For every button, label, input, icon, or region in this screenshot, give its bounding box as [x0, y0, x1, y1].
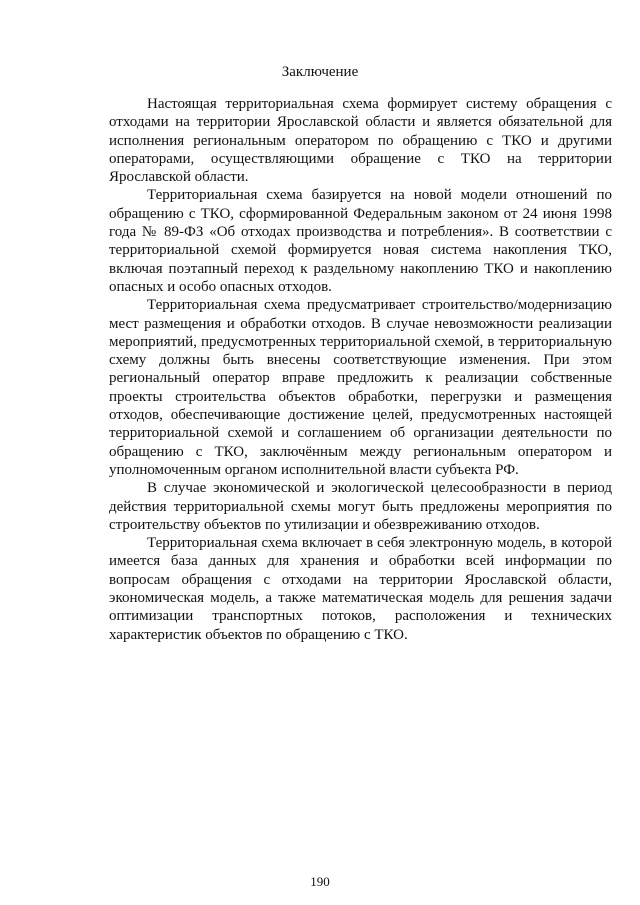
- paragraph-5: Территориальная схема включает в себя электронную модель, в которой имеется база данных для хранения и обработки всей информации по вопросам обращения с отходами на территории Ярославской области, экономическая модель, а также математическая модель для решения задачи оптимизации транспортных потоков, расположения и технических характеристик объектов по обращению с ТКО.: [109, 535, 612, 643]
- paragraph-3: Территориальная схема предусматривает строительство/модернизацию мест размещения и обработки отходов. В случае невозможности реализации мероприятий, предусмотренных территориальной схемой, в территориальную схему должны быть внесены соответствующие изменения. При этом региональный оператор вправе предложить к реализации собственные проекты строительства объектов обработки, перегрузки и размещения отходов, обеспечивающие достижение целей, предусмотренных настоящей территориальной схемой и соглашением об организации деятельности по обращению с ТКО, заключённым между региональным оператором и уполномоченным органом исполнительной власти субъекта РФ.: [109, 297, 612, 478]
- paragraph-2: Территориальная схема базируется на новой модели отношений по обращению с ТКО, сформированной Федеральным законом от 24 июня 1998 года № 89-ФЗ «Об отходах производства и потребления». В соответствии с территориальной схемой формируется новая система накопления ТКО, включая поэтапный переход к раздельному накоплению ТКО и накоплению опасных и особо опасных отходов.: [109, 187, 612, 295]
- paragraph-4: В случае экономической и экологической целесообразности в период действия территориальной схемы могут быть предложены мероприятия по строительству объектов по утилизации и обезвреживанию отходов.: [109, 480, 612, 533]
- section-title: Заключение: [281, 64, 359, 80]
- page-number: 190: [310, 874, 330, 889]
- paragraph-1: Настоящая территориальная схема формирует систему обращения с отходами на территории Ярославской области и является обязательной для исполнения региональным оператором по обращению с ТКО и другими операторами, осуществляющими обращение с ТКО на территории Ярославской области.: [109, 96, 612, 186]
- document-body: [109, 95, 612, 644]
